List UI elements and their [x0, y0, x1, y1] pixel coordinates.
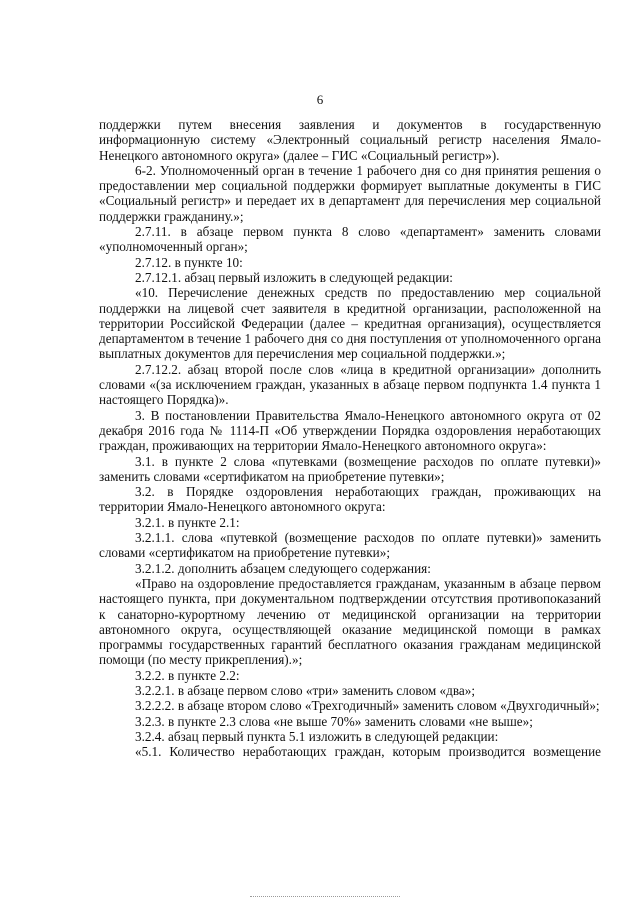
paragraph-quote-5-1: «5.1. Количество неработающих граждан, которым производится возмещение — [135, 744, 601, 760]
paragraph-3-2-1-1: 3.2.1.1. слова «путевкой (возмещение расходов по оплате путевки)» заменить словами «сертификатом на приобретение путевки»; — [99, 530, 601, 561]
paragraph-3-2-3: 3.2.3. в пункте 2.3 слова «не выше 70%» заменить словами «не выше»; — [135, 713, 533, 729]
paragraph-3: 3. В постановлении Правительства Ямало-Ненецкого автономного округа от 02 декабря 2016 года № 1114-П «Об утверждении Порядка оздоровления неработающих граждан, проживающих на территории Ямало-Ненецкого автономного округа»: — [99, 407, 601, 454]
paragraph-3-2-4: 3.2.4. абзац первый пункта 5.1 изложить в следующей редакции: — [135, 728, 499, 744]
paragraph-3-2-1: 3.2.1. в пункте 2.1: — [135, 514, 240, 530]
paragraph-3-1: 3.1. в пункте 2 слова «путевками (возмещение расходов по оплате путевки)» заменить словами «сертификатом на приобретение путевки»; — [99, 453, 601, 484]
paragraph-3-2-1-2: 3.2.1.2. дополнить абзацем следующего содержания: — [135, 560, 431, 576]
paragraph-2-7-11: 2.7.11. в абзаце первом пункта 8 слово «департамент» заменить словами «уполномоченный орган»; — [99, 224, 601, 255]
paragraph-2-7-12-1: 2.7.12.1. абзац первый изложить в следующей редакции: — [135, 269, 453, 285]
scan-edge-artifact — [250, 896, 400, 900]
paragraph-2-7-12: 2.7.12. в пункте 10: — [135, 254, 243, 270]
paragraph-3-2: 3.2. в Порядке оздоровления неработающих граждан, проживающих на территории Ямало-Ненецкого автономного округа: — [99, 484, 601, 515]
paragraph-quote-right: «Право на оздоровление предоставляется гражданам, указанным в абзаце первом настоящего пункта, при документальном подтверждении отсутствия противопоказаний к санаторно-курортному лечению от медицинской организации на территории автономного округа, осуществляющей оказание медицинской помощи в рамках программы государственных гарантий бесплатного оказания гражданам медицинской помощи (по месту прикрепления).»; — [99, 575, 601, 668]
document-body — [99, 117, 601, 759]
paragraph-continuation: поддержки путем внесения заявления и документов в государственную информационную систему «Электронный социальный регистр населения Ямало-Ненецкого автономного округа» (далее – ГИС «Социальный регистр»). — [99, 117, 601, 163]
paragraph-3-2-2: 3.2.2. в пункте 2.2: — [135, 667, 240, 683]
paragraph-6-2: 6-2. Уполномоченный орган в течение 1 рабочего дня со дня принятия решения о предоставлении мер социальной поддержки формирует выплатные документы в ГИС «Социальный регистр» и передает их в департамент для перечисления мер социальной поддержки гражданину.»; — [99, 162, 601, 224]
paragraph-3-2-2-2: 3.2.2.2. в абзаце втором слово «Трехгодичный» заменить словом «Двухгодичный»; — [135, 698, 600, 714]
page-number: 6 — [316, 92, 324, 107]
paragraph-3-2-2-1: 3.2.2.1. в абзаце первом слово «три» заменить словом «два»; — [135, 682, 476, 698]
paragraph-2-7-12-2: 2.7.12.2. абзац второй после слов «лица в кредитной организации» дополнить словами «(за исключением граждан, указанных в абзаце первом подпункта 1.4 пункта 1 настоящего Порядка)». — [99, 361, 601, 408]
paragraph-quote-10: «10. Перечисление денежных средств по предоставлению мер социальной поддержки на лицевой счет заявителя в кредитной организации, расположенной на территории Российской Федерации (далее – кредитная организация), осуществляется департаментом в течение 1 рабочего дня со дня поступления от уполномоченного органа выплатных документов для перечисления мер социальной поддержки.»; — [99, 285, 601, 362]
